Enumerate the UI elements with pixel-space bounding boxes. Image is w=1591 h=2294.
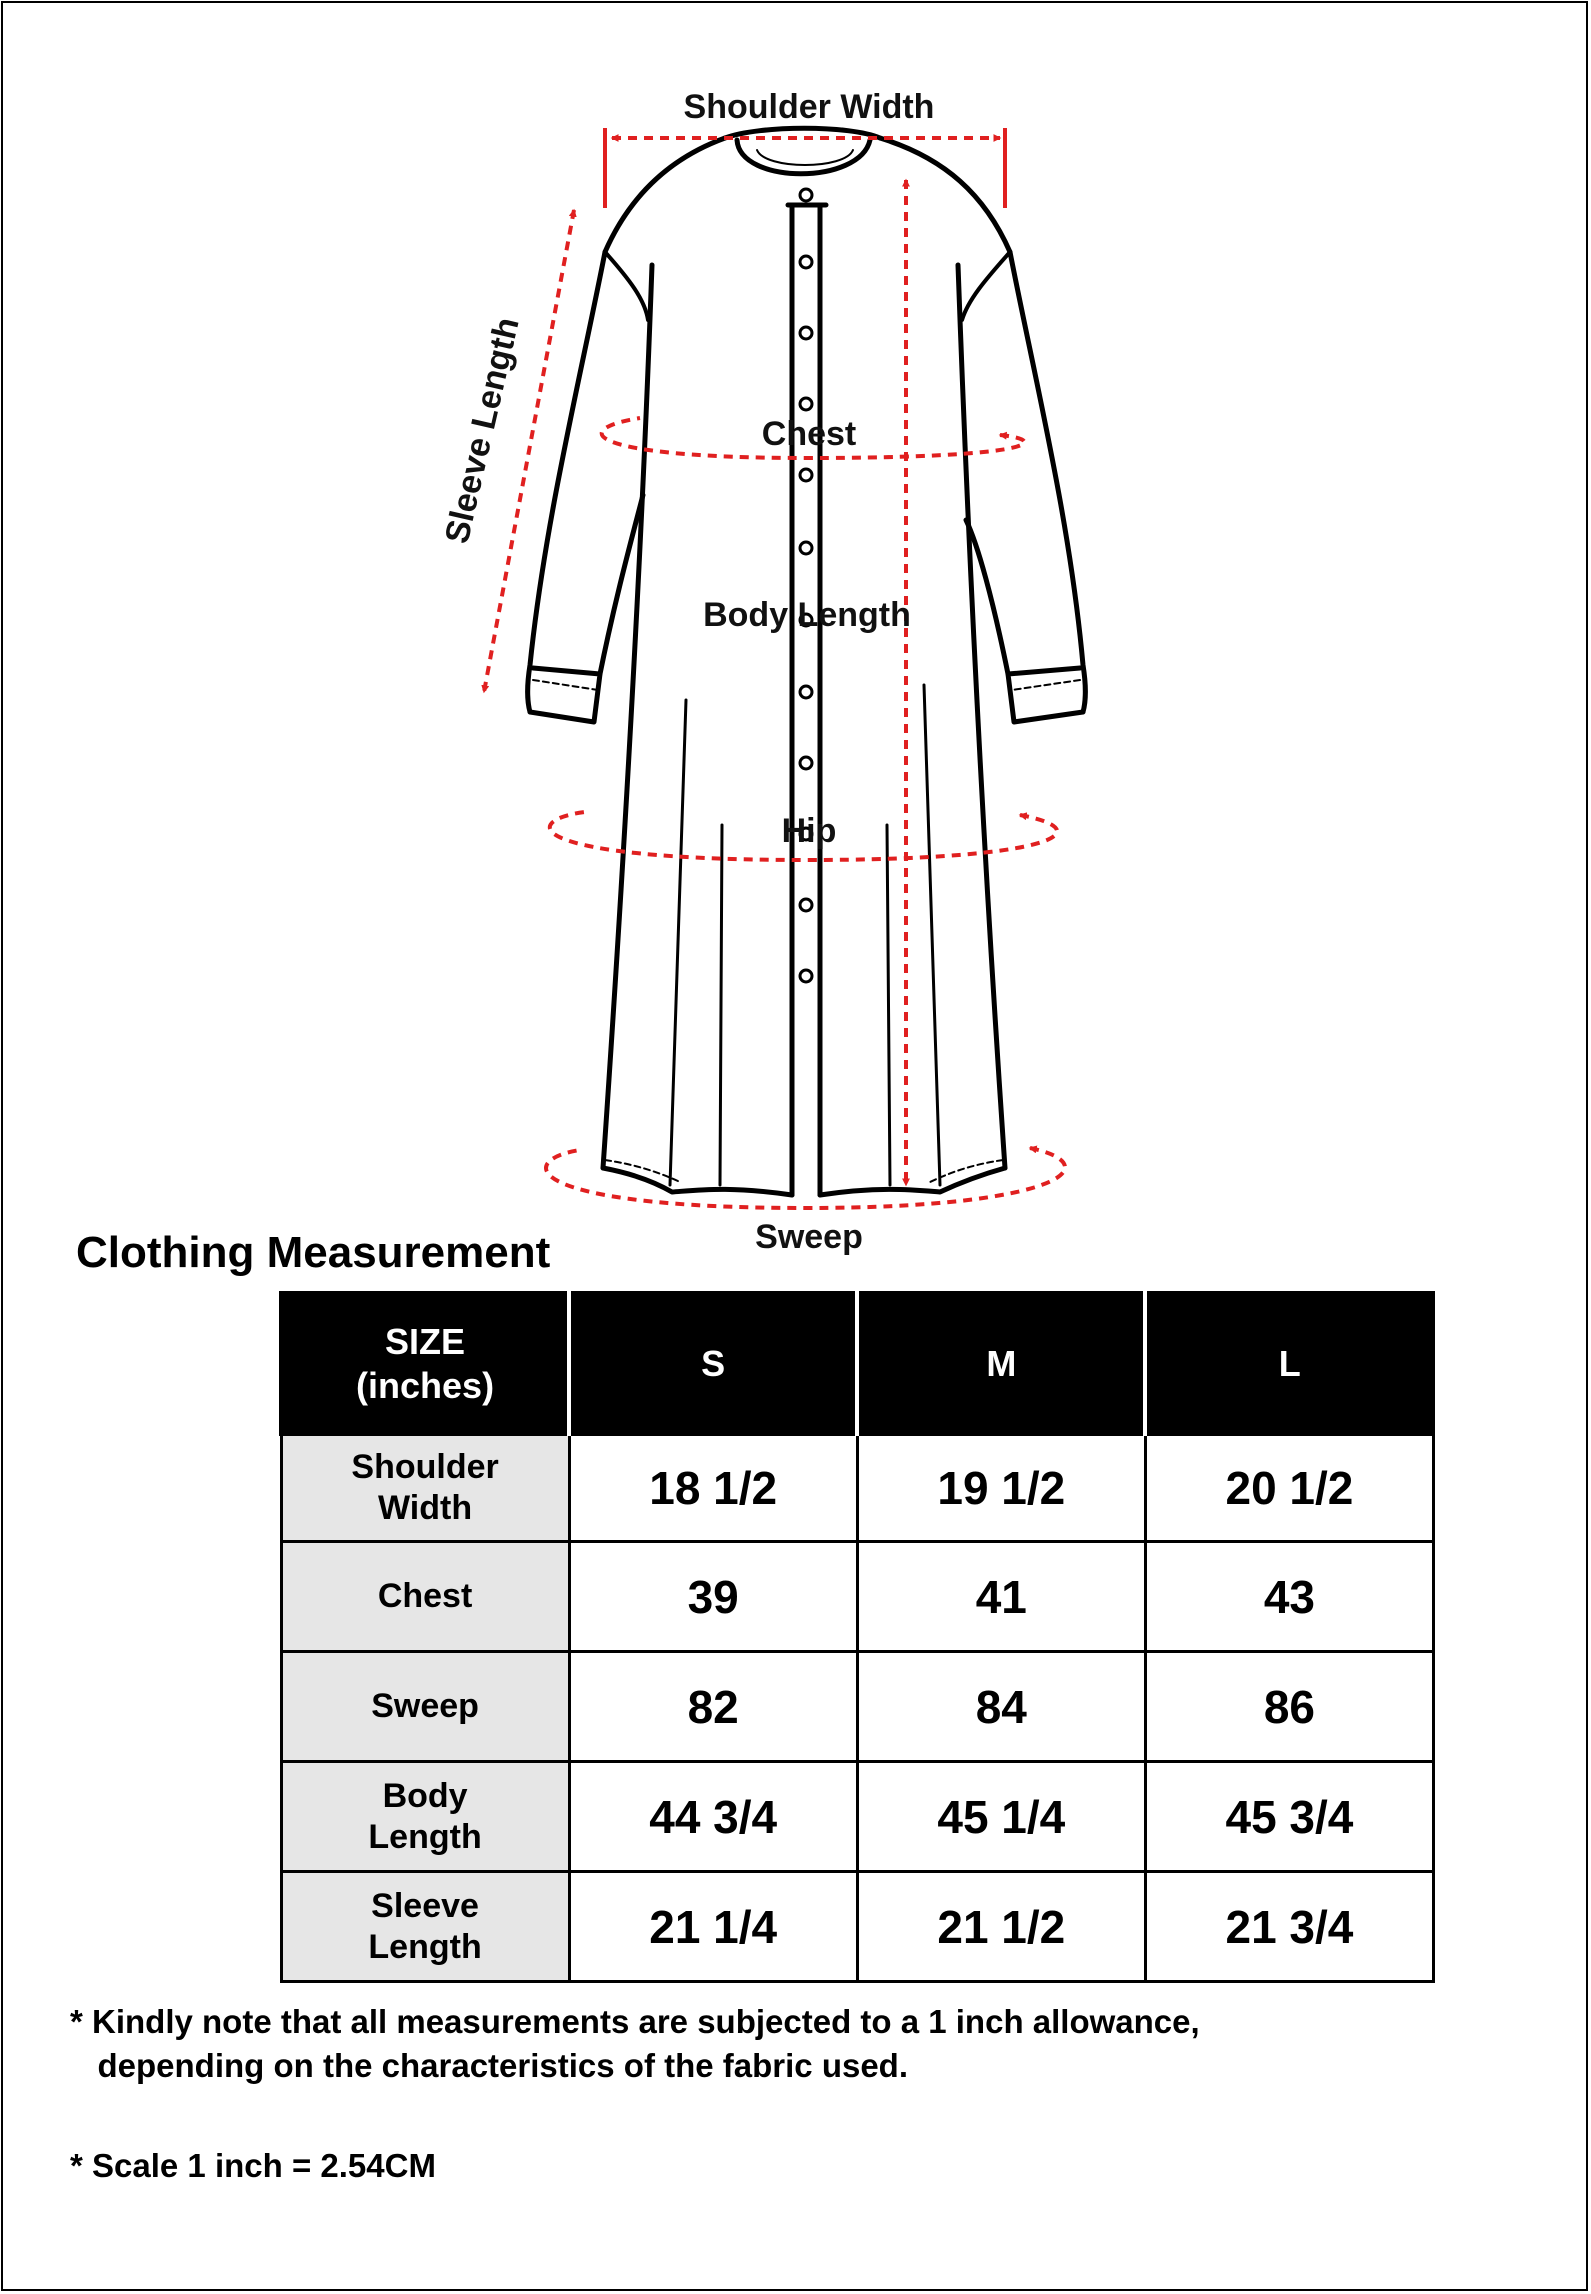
size-table [279, 1291, 1435, 1983]
cell-value: 20 1/2 [1145, 1435, 1433, 1542]
row-label-line1: Shoulder [351, 1448, 499, 1486]
header-size-line2: (inches) [356, 1364, 495, 1406]
cell-value: 45 1/4 [857, 1762, 1145, 1872]
row-label-line2: Width [378, 1489, 473, 1527]
row-label [281, 1762, 569, 1872]
cell-value: 45 3/4 [1145, 1762, 1433, 1872]
table-row [281, 1435, 1434, 1542]
table-row [281, 1762, 1434, 1872]
row-label [281, 1435, 569, 1542]
cell-value: 41 [857, 1542, 1145, 1652]
row-label-line1: Sweep [371, 1687, 479, 1725]
cell-value: 19 1/2 [857, 1435, 1145, 1542]
cell-value: 43 [1145, 1542, 1433, 1652]
cell-value: 21 1/2 [857, 1872, 1145, 1982]
header-size-s: S [569, 1293, 857, 1435]
header-size-line1: SIZE [385, 1320, 466, 1362]
table-row [281, 1872, 1434, 1982]
table-header-row [281, 1293, 1434, 1435]
header-size-m: M [857, 1293, 1145, 1435]
row-label-line2: Length [368, 1927, 482, 1966]
table-row [281, 1652, 1434, 1762]
allowance-note: * Kindly note that all measurements are subjected to a 1 inch allowance, depending on the characteristics of the fabric used. [70, 2003, 1200, 2084]
label-hip: Hip [781, 812, 837, 850]
label-sleeve-length: Sleeve Length [437, 313, 527, 548]
row-label [281, 1542, 569, 1652]
table-row [281, 1542, 1434, 1652]
row-label [281, 1652, 569, 1762]
label-shoulder-width: Shoulder Width [683, 88, 935, 126]
cell-value: 44 3/4 [569, 1762, 857, 1872]
cell-value: 86 [1145, 1652, 1433, 1762]
label-sweep: Sweep [755, 1218, 863, 1256]
row-label-line1: Chest [377, 1577, 473, 1615]
dress-outline [528, 128, 1086, 1195]
cell-value: 39 [569, 1542, 857, 1652]
cell-value: 21 1/4 [569, 1872, 857, 1982]
header-size [281, 1293, 569, 1435]
cell-value: 21 3/4 [1145, 1872, 1433, 1982]
cell-value: 82 [569, 1652, 857, 1762]
scale-note: * Scale 1 inch = 2.54CM [70, 2147, 436, 2184]
label-chest: Chest [761, 415, 857, 453]
cell-value: 18 1/2 [569, 1435, 857, 1542]
row-label-line2: Length [368, 1817, 482, 1856]
table-title: Clothing Measurement [76, 1228, 551, 1277]
row-label-line1: Sleeve [371, 1886, 479, 1925]
header-size-l: L [1145, 1293, 1433, 1435]
row-label [281, 1872, 569, 1982]
label-body-length: Body Length [703, 596, 911, 634]
buttons [800, 189, 812, 982]
row-label-line1: Body [382, 1776, 468, 1815]
cell-value: 84 [857, 1652, 1145, 1762]
